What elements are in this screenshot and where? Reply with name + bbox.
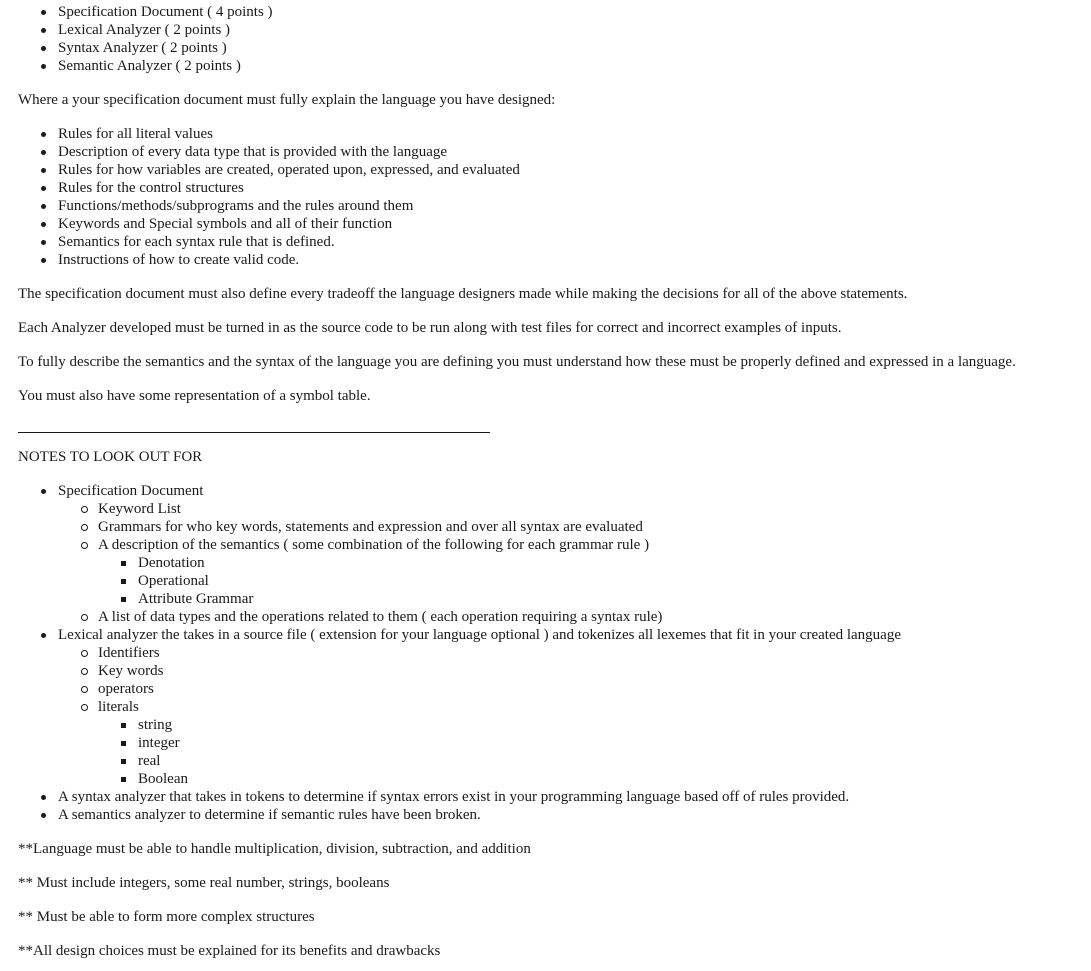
bullet-disc-icon xyxy=(18,57,58,75)
bullet-square-icon xyxy=(98,554,138,572)
bullet-square-icon xyxy=(98,752,138,770)
bullet-square-icon xyxy=(98,590,138,608)
bullet-square-icon xyxy=(98,734,138,752)
bullet-disc-icon xyxy=(18,788,58,806)
list-item: Semantics for each syntax rule that is defined. xyxy=(18,233,1091,251)
bullet-disc-icon xyxy=(18,179,58,197)
bullet-circle-icon xyxy=(58,518,98,536)
list-item: Rules for the control structures xyxy=(18,179,1091,197)
bullet-disc-icon xyxy=(18,21,58,39)
list-item: Specification Document Keyword List Grammars for who key words, statements and expression and over all syntax are evaluated A description of the semantics ( some combination of the following for each grammar rule ) Denotation Operational Attribute Grammar A list of data types and the operations related to them ( each operation requiring a syntax rule) xyxy=(18,482,1091,626)
list-item: Rules for all literal values xyxy=(18,125,1091,143)
bullet-circle-icon xyxy=(58,698,98,716)
requirement-note: **All design choices must be explained for its benefits and drawbacks xyxy=(18,943,441,959)
tradeoffs-paragraph: The specification document must also define every tradeoff the language designers made while making the decisions for all of the above statements. xyxy=(18,286,908,302)
bullet-disc-icon xyxy=(18,125,58,143)
list-item: operators xyxy=(58,680,1091,698)
list-item: Keywords and Special symbols and all of their function xyxy=(18,215,1091,233)
list-item: Keyword List xyxy=(58,500,1091,518)
bullet-circle-icon xyxy=(58,608,98,626)
bullet-disc-icon xyxy=(18,39,58,57)
bullet-circle-icon xyxy=(58,500,98,518)
list-item: A syntax analyzer that takes in tokens to determine if syntax errors exist in your programming language based off of rules provided. xyxy=(18,788,1091,806)
bullet-circle-icon xyxy=(58,662,98,680)
bullet-disc-icon xyxy=(18,482,58,500)
list-item: integer xyxy=(98,734,1091,752)
requirement-note: ** Must include integers, some real number, strings, booleans xyxy=(18,875,390,891)
requirement-note: **Language must be able to handle multiplication, division, subtraction, and addition xyxy=(18,841,531,857)
bullet-disc-icon xyxy=(18,197,58,215)
bullet-disc-icon xyxy=(18,251,58,269)
list-item: Rules for how variables are created, operated upon, expressed, and evaluated xyxy=(18,161,1091,179)
grading-list xyxy=(18,3,1091,75)
list-item: Attribute Grammar xyxy=(98,590,1091,608)
bullet-disc-icon xyxy=(18,3,58,21)
list-item: A description of the semantics ( some combination of the following for each grammar rule ) Denotation Operational Attribute Grammar xyxy=(58,536,1091,608)
list-item: Identifiers xyxy=(58,644,1091,662)
bullet-square-icon xyxy=(98,716,138,734)
bullet-disc-icon xyxy=(18,215,58,233)
requirement-note: ** Must be able to form more complex structures xyxy=(18,909,315,925)
list-item: Lexical analyzer the takes in a source file ( extension for your language optional ) and tokenizes all lexemes that fit in your created language Identifiers Key words operators literals string integer real Boolean xyxy=(18,626,1091,788)
notes-heading: NOTES TO LOOK OUT FOR xyxy=(18,449,203,465)
list-item: Syntax Analyzer ( 2 points ) xyxy=(18,39,1091,57)
list-item: Semantic Analyzer ( 2 points ) xyxy=(18,57,1091,75)
list-item: Denotation xyxy=(98,554,1091,572)
bullet-circle-icon xyxy=(58,644,98,662)
symbol-table-paragraph: You must also have some representation of a symbol table. xyxy=(18,388,371,404)
list-item: real xyxy=(98,752,1091,770)
bullet-circle-icon xyxy=(58,536,98,554)
bullet-square-icon xyxy=(98,770,138,788)
list-item: string xyxy=(98,716,1091,734)
bullet-circle-icon xyxy=(58,680,98,698)
bullet-disc-icon xyxy=(18,161,58,179)
list-item: Instructions of how to create valid code. xyxy=(18,251,1091,269)
list-item: Grammars for who key words, statements and expression and over all syntax are evaluated xyxy=(58,518,1091,536)
bullet-disc-icon xyxy=(18,806,58,824)
list-item: literals string integer real Boolean xyxy=(58,698,1091,788)
list-item: A semantics analyzer to determine if semantic rules have been broken. xyxy=(18,806,1091,824)
spec-doc-sublist xyxy=(58,500,1091,626)
bullet-disc-icon xyxy=(18,143,58,161)
list-item: Description of every data type that is provided with the language xyxy=(18,143,1091,161)
list-item: Key words xyxy=(58,662,1091,680)
list-item: Functions/methods/subprograms and the rules around them xyxy=(18,197,1091,215)
bullet-square-icon xyxy=(98,572,138,590)
semantics-syntax-paragraph: To fully describe the semantics and the syntax of the language you are defining you must understand how these must be properly defined and expressed in a language. xyxy=(18,354,1016,370)
list-item: Lexical Analyzer ( 2 points ) xyxy=(18,21,1091,39)
literal-types-sublist xyxy=(98,716,1091,788)
list-item: Operational xyxy=(98,572,1091,590)
spec-intro-paragraph: Where a your specification document must fully explain the language you have designed: xyxy=(18,92,556,108)
list-item: Specification Document ( 4 points ) xyxy=(18,3,1091,21)
semantics-methods-sublist xyxy=(98,554,1091,608)
bullet-disc-icon xyxy=(18,626,58,644)
analyzer-submission-paragraph: Each Analyzer developed must be turned in as the source code to be run along with test files for correct and incorrect examples of inputs. xyxy=(18,320,842,336)
list-item: Boolean xyxy=(98,770,1091,788)
bullet-disc-icon xyxy=(18,233,58,251)
notes-list xyxy=(18,482,1091,824)
spec-requirements-list xyxy=(18,125,1091,269)
lexical-sublist xyxy=(58,644,1091,788)
list-item: A list of data types and the operations related to them ( each operation requiring a syntax rule) xyxy=(58,608,1091,626)
